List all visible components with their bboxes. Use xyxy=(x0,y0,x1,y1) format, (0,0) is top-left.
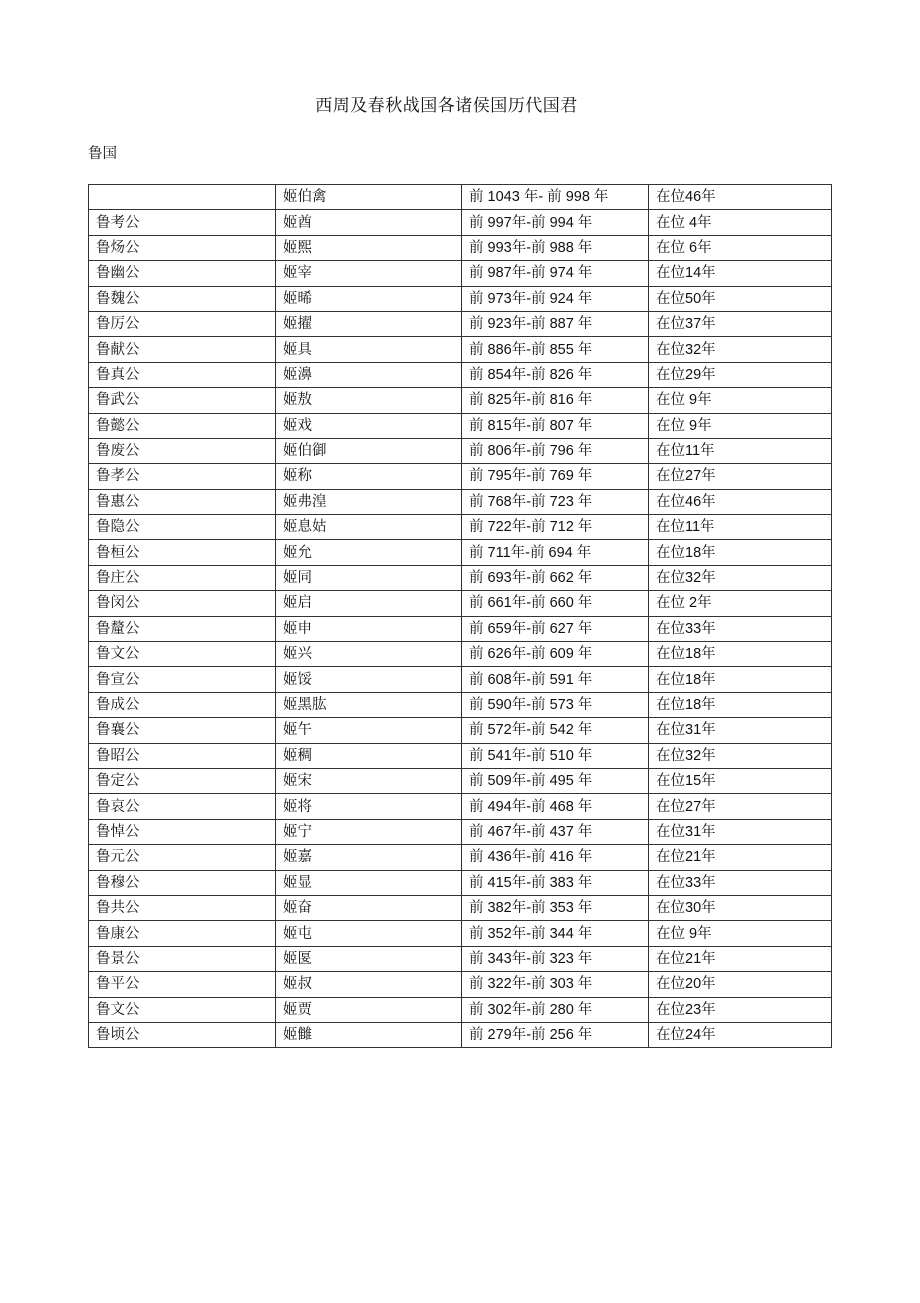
ruler-name-cell: 姬贾 xyxy=(276,997,462,1022)
ruler-name-cell: 姬宋 xyxy=(276,768,462,793)
table-row xyxy=(89,413,832,438)
ruler-name-cell: 姬雠 xyxy=(276,1022,462,1047)
ruler-name-cell: 姬戏 xyxy=(276,413,462,438)
reign-duration-cell: 在位14年 xyxy=(649,261,832,286)
reign-duration-cell: 在位 6年 xyxy=(649,235,832,260)
ruler-name-cell: 姬酋 xyxy=(276,210,462,235)
reign-duration-cell: 在位32年 xyxy=(649,565,832,590)
reign-period-cell: 前 795年-前 769 年 xyxy=(462,464,649,489)
table-row xyxy=(89,540,832,565)
ruler-title-cell: 鲁定公 xyxy=(89,768,276,793)
ruler-name-cell: 姬黑肱 xyxy=(276,692,462,717)
ruler-title-cell: 鲁襄公 xyxy=(89,718,276,743)
table-row xyxy=(89,692,832,717)
ruler-title-cell: 鲁惠公 xyxy=(89,489,276,514)
table-row xyxy=(89,591,832,616)
table-row xyxy=(89,616,832,641)
ruler-name-cell: 姬允 xyxy=(276,540,462,565)
table-row xyxy=(89,921,832,946)
ruler-title-cell: 鲁成公 xyxy=(89,692,276,717)
reign-duration-cell: 在位11年 xyxy=(649,515,832,540)
table-row xyxy=(89,768,832,793)
ruler-name-cell: 姬息姑 xyxy=(276,515,462,540)
reign-period-cell: 前 572年-前 542 年 xyxy=(462,718,649,743)
reign-period-cell: 前 806年-前 796 年 xyxy=(462,438,649,463)
reign-period-cell: 前 352年-前 344 年 xyxy=(462,921,649,946)
ruler-title-cell: 鲁哀公 xyxy=(89,794,276,819)
ruler-name-cell: 姬申 xyxy=(276,616,462,641)
reign-period-cell: 前 993年-前 988 年 xyxy=(462,235,649,260)
table-row xyxy=(89,337,832,362)
ruler-title-cell: 鲁桓公 xyxy=(89,540,276,565)
reign-period-cell: 前 279年-前 256 年 xyxy=(462,1022,649,1047)
table-row xyxy=(89,1022,832,1047)
reign-duration-cell: 在位 4年 xyxy=(649,210,832,235)
table-row xyxy=(89,667,832,692)
reign-duration-cell: 在位11年 xyxy=(649,438,832,463)
reign-duration-cell: 在位33年 xyxy=(649,870,832,895)
ruler-title-cell: 鲁庄公 xyxy=(89,565,276,590)
table-row xyxy=(89,895,832,920)
table-row xyxy=(89,210,832,235)
ruler-name-cell: 姬宁 xyxy=(276,819,462,844)
table-row xyxy=(89,464,832,489)
reign-period-cell: 前 494年-前 468 年 xyxy=(462,794,649,819)
ruler-title-cell: 鲁元公 xyxy=(89,845,276,870)
reign-period-cell: 前 302年-前 280 年 xyxy=(462,997,649,1022)
reign-period-cell: 前 815年-前 807 年 xyxy=(462,413,649,438)
reign-period-cell: 前 659年-前 627 年 xyxy=(462,616,649,641)
reign-duration-cell: 在位21年 xyxy=(649,946,832,971)
reign-period-cell: 前 693年-前 662 年 xyxy=(462,565,649,590)
reign-duration-cell: 在位18年 xyxy=(649,692,832,717)
reign-period-cell: 前 886年-前 855 年 xyxy=(462,337,649,362)
ruler-name-cell: 姬熙 xyxy=(276,235,462,260)
reign-period-cell: 前 608年-前 591 年 xyxy=(462,667,649,692)
ruler-name-cell: 姬馁 xyxy=(276,667,462,692)
reign-period-cell: 前 436年-前 416 年 xyxy=(462,845,649,870)
reign-duration-cell: 在位33年 xyxy=(649,616,832,641)
reign-period-cell: 前 768年-前 723 年 xyxy=(462,489,649,514)
ruler-name-cell: 姬称 xyxy=(276,464,462,489)
ruler-title-cell: 鲁考公 xyxy=(89,210,276,235)
ruler-name-cell: 姬伯御 xyxy=(276,438,462,463)
reign-duration-cell: 在位 9年 xyxy=(649,388,832,413)
ruler-name-cell: 姬濞 xyxy=(276,362,462,387)
reign-duration-cell: 在位18年 xyxy=(649,667,832,692)
ruler-title-cell: 鲁文公 xyxy=(89,642,276,667)
reign-period-cell: 前 590年-前 573 年 xyxy=(462,692,649,717)
ruler-title-cell: 鲁平公 xyxy=(89,972,276,997)
table-row xyxy=(89,235,832,260)
table-row xyxy=(89,946,832,971)
ruler-title-cell: 鲁文公 xyxy=(89,997,276,1022)
reign-duration-cell: 在位21年 xyxy=(649,845,832,870)
reign-duration-cell: 在位32年 xyxy=(649,337,832,362)
ruler-name-cell: 姬午 xyxy=(276,718,462,743)
rulers-table xyxy=(88,184,832,1048)
reign-duration-cell: 在位24年 xyxy=(649,1022,832,1047)
reign-duration-cell: 在位29年 xyxy=(649,362,832,387)
reign-duration-cell: 在位31年 xyxy=(649,718,832,743)
ruler-name-cell: 姬奋 xyxy=(276,895,462,920)
ruler-name-cell: 姬伯禽 xyxy=(276,185,462,210)
table-row xyxy=(89,311,832,336)
ruler-title-cell: 鲁废公 xyxy=(89,438,276,463)
table-row xyxy=(89,794,832,819)
ruler-title-cell: 鲁景公 xyxy=(89,946,276,971)
reign-period-cell: 前 661年-前 660 年 xyxy=(462,591,649,616)
reign-duration-cell: 在位15年 xyxy=(649,768,832,793)
ruler-name-cell: 姬叔 xyxy=(276,972,462,997)
ruler-name-cell: 姬将 xyxy=(276,794,462,819)
reign-duration-cell: 在位32年 xyxy=(649,743,832,768)
ruler-title-cell: 鲁魏公 xyxy=(89,286,276,311)
table-row xyxy=(89,845,832,870)
reign-period-cell: 前 711年-前 694 年 xyxy=(462,540,649,565)
ruler-name-cell: 姬匽 xyxy=(276,946,462,971)
reign-duration-cell: 在位50年 xyxy=(649,286,832,311)
table-row xyxy=(89,972,832,997)
ruler-name-cell: 姬显 xyxy=(276,870,462,895)
ruler-name-cell: 姬稠 xyxy=(276,743,462,768)
reign-period-cell: 前 973年-前 924 年 xyxy=(462,286,649,311)
page-title: 西周及春秋战国各诸侯国历代国君 xyxy=(315,96,578,116)
reign-period-cell: 前 415年-前 383 年 xyxy=(462,870,649,895)
reign-duration-cell: 在位20年 xyxy=(649,972,832,997)
ruler-title-cell: 鲁顷公 xyxy=(89,1022,276,1047)
reign-duration-cell: 在位46年 xyxy=(649,185,832,210)
reign-duration-cell: 在位 9年 xyxy=(649,413,832,438)
ruler-name-cell: 姬同 xyxy=(276,565,462,590)
ruler-title-cell: 鲁宣公 xyxy=(89,667,276,692)
ruler-title-cell: 鲁厉公 xyxy=(89,311,276,336)
reign-period-cell: 前 541年-前 510 年 xyxy=(462,743,649,768)
reign-period-cell: 前 1043 年- 前 998 年 xyxy=(462,185,649,210)
table-row xyxy=(89,515,832,540)
reign-period-cell: 前 626年-前 609 年 xyxy=(462,642,649,667)
reign-duration-cell: 在位37年 xyxy=(649,311,832,336)
ruler-title-cell: 鲁献公 xyxy=(89,337,276,362)
ruler-name-cell: 姬具 xyxy=(276,337,462,362)
table-row xyxy=(89,565,832,590)
ruler-name-cell: 姬敖 xyxy=(276,388,462,413)
table-row xyxy=(89,642,832,667)
ruler-title-cell: 鲁孝公 xyxy=(89,464,276,489)
reign-duration-cell: 在位30年 xyxy=(649,895,832,920)
reign-duration-cell: 在位27年 xyxy=(649,794,832,819)
table-row xyxy=(89,261,832,286)
section-label: 鲁国 xyxy=(88,146,117,162)
reign-period-cell: 前 722年-前 712 年 xyxy=(462,515,649,540)
reign-period-cell: 前 322年-前 303 年 xyxy=(462,972,649,997)
reign-period-cell: 前 382年-前 353 年 xyxy=(462,895,649,920)
table-row xyxy=(89,362,832,387)
reign-period-cell: 前 509年-前 495 年 xyxy=(462,768,649,793)
reign-duration-cell: 在位 9年 xyxy=(649,921,832,946)
ruler-title-cell: 鲁懿公 xyxy=(89,413,276,438)
reign-duration-cell: 在位18年 xyxy=(649,642,832,667)
reign-duration-cell: 在位27年 xyxy=(649,464,832,489)
rulers-table-body xyxy=(89,185,832,1048)
ruler-title-cell: 鲁康公 xyxy=(89,921,276,946)
ruler-name-cell: 姬宰 xyxy=(276,261,462,286)
ruler-title-cell: 鲁隐公 xyxy=(89,515,276,540)
table-row xyxy=(89,388,832,413)
table-row xyxy=(89,997,832,1022)
ruler-name-cell: 姬弗湟 xyxy=(276,489,462,514)
reign-period-cell: 前 987年-前 974 年 xyxy=(462,261,649,286)
ruler-title-cell: 鲁昭公 xyxy=(89,743,276,768)
table-row xyxy=(89,718,832,743)
ruler-title-cell: 鲁武公 xyxy=(89,388,276,413)
ruler-title-cell: 鲁炀公 xyxy=(89,235,276,260)
ruler-name-cell: 姬兴 xyxy=(276,642,462,667)
table-row xyxy=(89,870,832,895)
reign-period-cell: 前 467年-前 437 年 xyxy=(462,819,649,844)
reign-duration-cell: 在位23年 xyxy=(649,997,832,1022)
ruler-title-cell: 鲁悼公 xyxy=(89,819,276,844)
reign-period-cell: 前 343年-前 323 年 xyxy=(462,946,649,971)
table-row xyxy=(89,819,832,844)
reign-duration-cell: 在位 2年 xyxy=(649,591,832,616)
ruler-name-cell: 姬启 xyxy=(276,591,462,616)
ruler-title-cell: 鲁闵公 xyxy=(89,591,276,616)
ruler-title-cell: 鲁釐公 xyxy=(89,616,276,641)
ruler-title-cell xyxy=(89,185,276,210)
reign-duration-cell: 在位46年 xyxy=(649,489,832,514)
table-row xyxy=(89,286,832,311)
table-row xyxy=(89,185,832,210)
ruler-name-cell: 姬屯 xyxy=(276,921,462,946)
ruler-title-cell: 鲁共公 xyxy=(89,895,276,920)
ruler-name-cell: 姬晞 xyxy=(276,286,462,311)
ruler-name-cell: 姬擢 xyxy=(276,311,462,336)
ruler-title-cell: 鲁幽公 xyxy=(89,261,276,286)
ruler-name-cell: 姬嘉 xyxy=(276,845,462,870)
reign-period-cell: 前 923年-前 887 年 xyxy=(462,311,649,336)
table-row xyxy=(89,438,832,463)
reign-period-cell: 前 854年-前 826 年 xyxy=(462,362,649,387)
reign-duration-cell: 在位18年 xyxy=(649,540,832,565)
ruler-title-cell: 鲁穆公 xyxy=(89,870,276,895)
reign-period-cell: 前 825年-前 816 年 xyxy=(462,388,649,413)
reign-period-cell: 前 997年-前 994 年 xyxy=(462,210,649,235)
reign-duration-cell: 在位31年 xyxy=(649,819,832,844)
ruler-title-cell: 鲁真公 xyxy=(89,362,276,387)
table-row xyxy=(89,743,832,768)
table-row xyxy=(89,489,832,514)
